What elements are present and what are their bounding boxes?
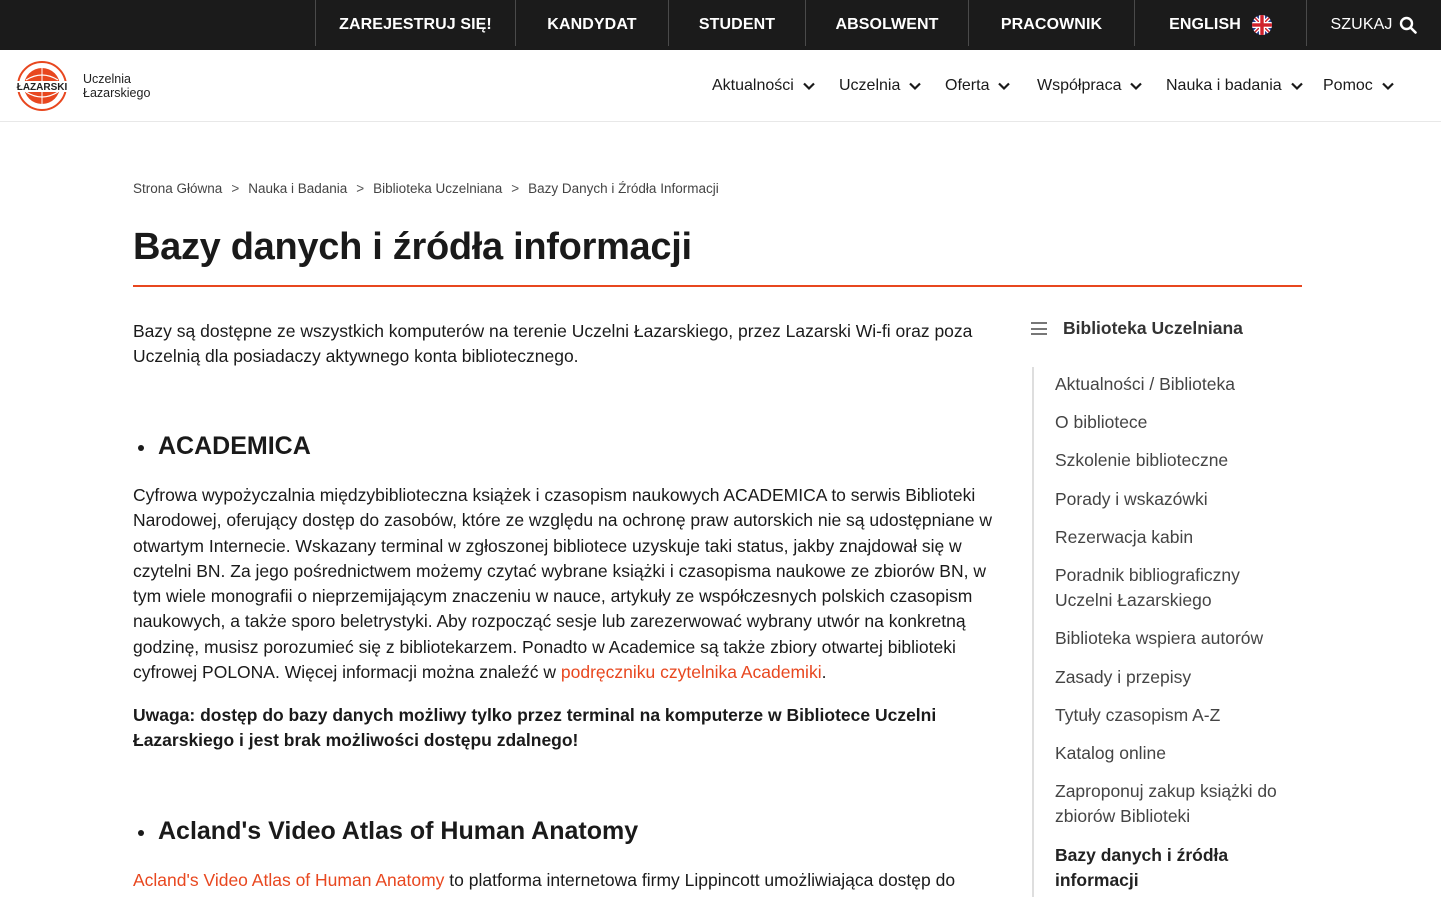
title-divider bbox=[133, 285, 1302, 287]
academica-body: Cyfrowa wypożyczalnia międzybiblioteczna książek i czasopism naukowych ACADEMICA to serwis Biblioteki Narodowej, oferujący dostęp do zasobów, które ze względu na ochronę praw autorskich nie są udostępniane w otwartym Internecie. Wskazany terminal w zgłoszonej bibliotece uzyskuje taki status, jakby znajdował się w czytelni BN. Za jego pośrednictwem możemy czytać wybrane książki i czasopisma naukowe ze zbiorów BN, w tym wiele monografii o nieprzemijającym znaczeniu w nauce, artykuły ze współczesnych polskich czasopism naukowych, a także sporo beletrystyki. Aby rozpocząć sesje lub zarezerwować wybrany utwór na konkretną godzinę, musisz porozumieć się z bibliotekarzem. Ponadto w Academice są także zbiory otwartej biblioteki cyfrowej POLONA. Więcej informacji można znaleźć w bbox=[133, 485, 992, 683]
search-button[interactable] bbox=[1307, 0, 1441, 50]
nav-uczelnia[interactable] bbox=[839, 50, 922, 122]
section-heading-acland bbox=[138, 817, 638, 846]
english-language-link[interactable] bbox=[1135, 0, 1306, 50]
nav-label: Aktualności bbox=[712, 77, 794, 94]
bullet-dot bbox=[138, 830, 144, 836]
logo-line-2: Łazarskiego bbox=[83, 86, 151, 100]
breadcrumb-separator: > bbox=[231, 181, 240, 196]
section-heading-academica bbox=[138, 432, 311, 461]
chevron-down-icon bbox=[1129, 79, 1143, 93]
bullet-dot bbox=[138, 445, 144, 451]
logo-line-1: Uczelnia bbox=[83, 72, 131, 86]
sidebar-item-bazy-danych[interactable]: Bazy danych i źródła informacji bbox=[1055, 845, 1229, 890]
sidebar-divider bbox=[1032, 367, 1034, 897]
nav-aktualnosci[interactable] bbox=[712, 50, 816, 122]
page-title: Bazy danych i źródła informacji bbox=[133, 226, 692, 268]
chevron-down-icon bbox=[908, 79, 922, 93]
menu-icon bbox=[1031, 322, 1047, 335]
sidebar-item bbox=[1055, 410, 1305, 435]
sidebar-item-szkolenie[interactable]: Szkolenie biblioteczne bbox=[1055, 450, 1229, 470]
sidebar-item-zaproponuj-zakup[interactable]: Zaproponuj zakup książki do zbiorów Biblioteki bbox=[1055, 781, 1277, 826]
chevron-down-icon bbox=[802, 79, 816, 93]
sidebar-item-aktualnosci-biblioteka[interactable]: Aktualności / Biblioteka bbox=[1055, 374, 1235, 394]
sidebar-item-o-bibliotece[interactable]: O bibliotece bbox=[1055, 412, 1148, 432]
sidebar-item bbox=[1055, 741, 1305, 766]
chevron-down-icon bbox=[997, 79, 1011, 93]
nav-nauka-i-badania[interactable] bbox=[1166, 50, 1304, 122]
sidebar-item-active bbox=[1055, 843, 1255, 893]
breadcrumb-home[interactable]: Strona Główna bbox=[133, 181, 223, 196]
uk-flag-icon bbox=[1252, 15, 1272, 35]
sidebar-item bbox=[1055, 626, 1305, 651]
sidebar-item bbox=[1055, 665, 1305, 690]
sidebar-item-porady[interactable]: Porady i wskazówki bbox=[1055, 489, 1208, 509]
nav-label: Pomoc bbox=[1323, 77, 1373, 94]
nav-wspolpraca[interactable] bbox=[1037, 50, 1143, 122]
employee-link[interactable]: PRACOWNIK bbox=[1000, 16, 1103, 33]
sidebar-item-wspiera-autorow[interactable]: Biblioteka wspiera autorów bbox=[1055, 628, 1264, 648]
intro-paragraph: Bazy są dostępne ze wszystkich komputerów na terenie Uczelni Łazarskiego, przez Lazarski Wi-fi oraz poza Uczelnią dla posiadaczy aktywnego konta bibliotecznego. bbox=[133, 321, 973, 367]
breadcrumb-separator: > bbox=[511, 181, 520, 196]
sidebar-item-poradnik[interactable]: Poradnik bibliograficzny Uczelni Łazarskiego bbox=[1055, 565, 1240, 610]
academica-paragraph bbox=[133, 483, 1008, 685]
sidebar-item bbox=[1055, 703, 1305, 728]
top-utility-bar bbox=[0, 0, 1441, 50]
nav-pomoc[interactable] bbox=[1323, 50, 1395, 122]
nav-label: Uczelnia bbox=[839, 77, 901, 94]
sidebar-title-text: Biblioteka Uczelniana bbox=[1063, 318, 1243, 338]
sidebar-item bbox=[1055, 525, 1305, 550]
sidebar-item bbox=[1055, 487, 1305, 512]
breadcrumb-library[interactable]: Biblioteka Uczelniana bbox=[373, 181, 503, 196]
student-link[interactable]: STUDENT bbox=[698, 16, 776, 33]
academica-handbook-link[interactable]: podręczniku czytelnika Academiki bbox=[560, 662, 822, 683]
candidate-link[interactable]: KANDYDAT bbox=[547, 16, 637, 33]
academica-warning: Uwaga: dostęp do bazy danych możliwy tylko przez terminal na komputerze w Bibliotece Uczelni Łazarskiego i jest brak możliwości dostępu zdalnego! bbox=[133, 705, 937, 751]
sidebar-title[interactable] bbox=[1031, 318, 1243, 339]
search-label: SZUKAJ bbox=[1330, 16, 1393, 33]
sidebar-item-katalog[interactable]: Katalog online bbox=[1055, 743, 1166, 763]
section-heading-text: Acland's Video Atlas of Human Anatomy bbox=[158, 817, 639, 845]
nav-label: Oferta bbox=[945, 77, 990, 94]
section-heading-text: ACADEMICA bbox=[158, 432, 311, 460]
sidebar-item bbox=[1055, 448, 1305, 473]
breadcrumb bbox=[133, 181, 719, 196]
nav-oferta[interactable] bbox=[945, 50, 1011, 122]
sidebar-item bbox=[1055, 372, 1305, 397]
sidebar-item-rezerwacja-kabin[interactable]: Rezerwacja kabin bbox=[1055, 527, 1194, 547]
breadcrumb-research[interactable]: Nauka i Badania bbox=[248, 181, 348, 196]
sidebar-item-tytuly-czasopism[interactable]: Tytuły czasopism A-Z bbox=[1055, 705, 1221, 725]
acland-paragraph bbox=[133, 868, 1008, 893]
sidebar-item bbox=[1055, 779, 1295, 829]
nav-label: Nauka i badania bbox=[1166, 77, 1282, 94]
acland-body: to platforma internetowa firmy Lippincott umożliwiająca dostęp do bbox=[444, 870, 956, 890]
university-logo-link[interactable] bbox=[12, 60, 150, 112]
nav-label: Współpraca bbox=[1037, 77, 1122, 94]
chevron-down-icon bbox=[1290, 79, 1304, 93]
lazarski-logo-icon bbox=[12, 60, 72, 112]
chevron-down-icon bbox=[1381, 79, 1395, 93]
sidebar-item-zasady[interactable]: Zasady i przepisy bbox=[1055, 667, 1192, 687]
main-header bbox=[0, 50, 1441, 122]
breadcrumb-current: Bazy Danych i Źródła Informacji bbox=[528, 181, 719, 196]
academica-body-end: . bbox=[821, 662, 827, 683]
logo-mark-text: ŁAZARSKI bbox=[16, 82, 68, 93]
sidebar-item bbox=[1055, 563, 1270, 613]
logo-text bbox=[83, 72, 150, 100]
graduate-link[interactable]: ABSOLWENT bbox=[835, 16, 939, 33]
acland-link[interactable]: Acland's Video Atlas of Human Anatomy bbox=[133, 870, 445, 890]
english-label: ENGLISH bbox=[1169, 16, 1241, 33]
breadcrumb-separator: > bbox=[356, 181, 365, 196]
register-link[interactable]: ZAREJESTRUJ SIĘ! bbox=[339, 16, 492, 33]
search-icon bbox=[1399, 16, 1417, 34]
